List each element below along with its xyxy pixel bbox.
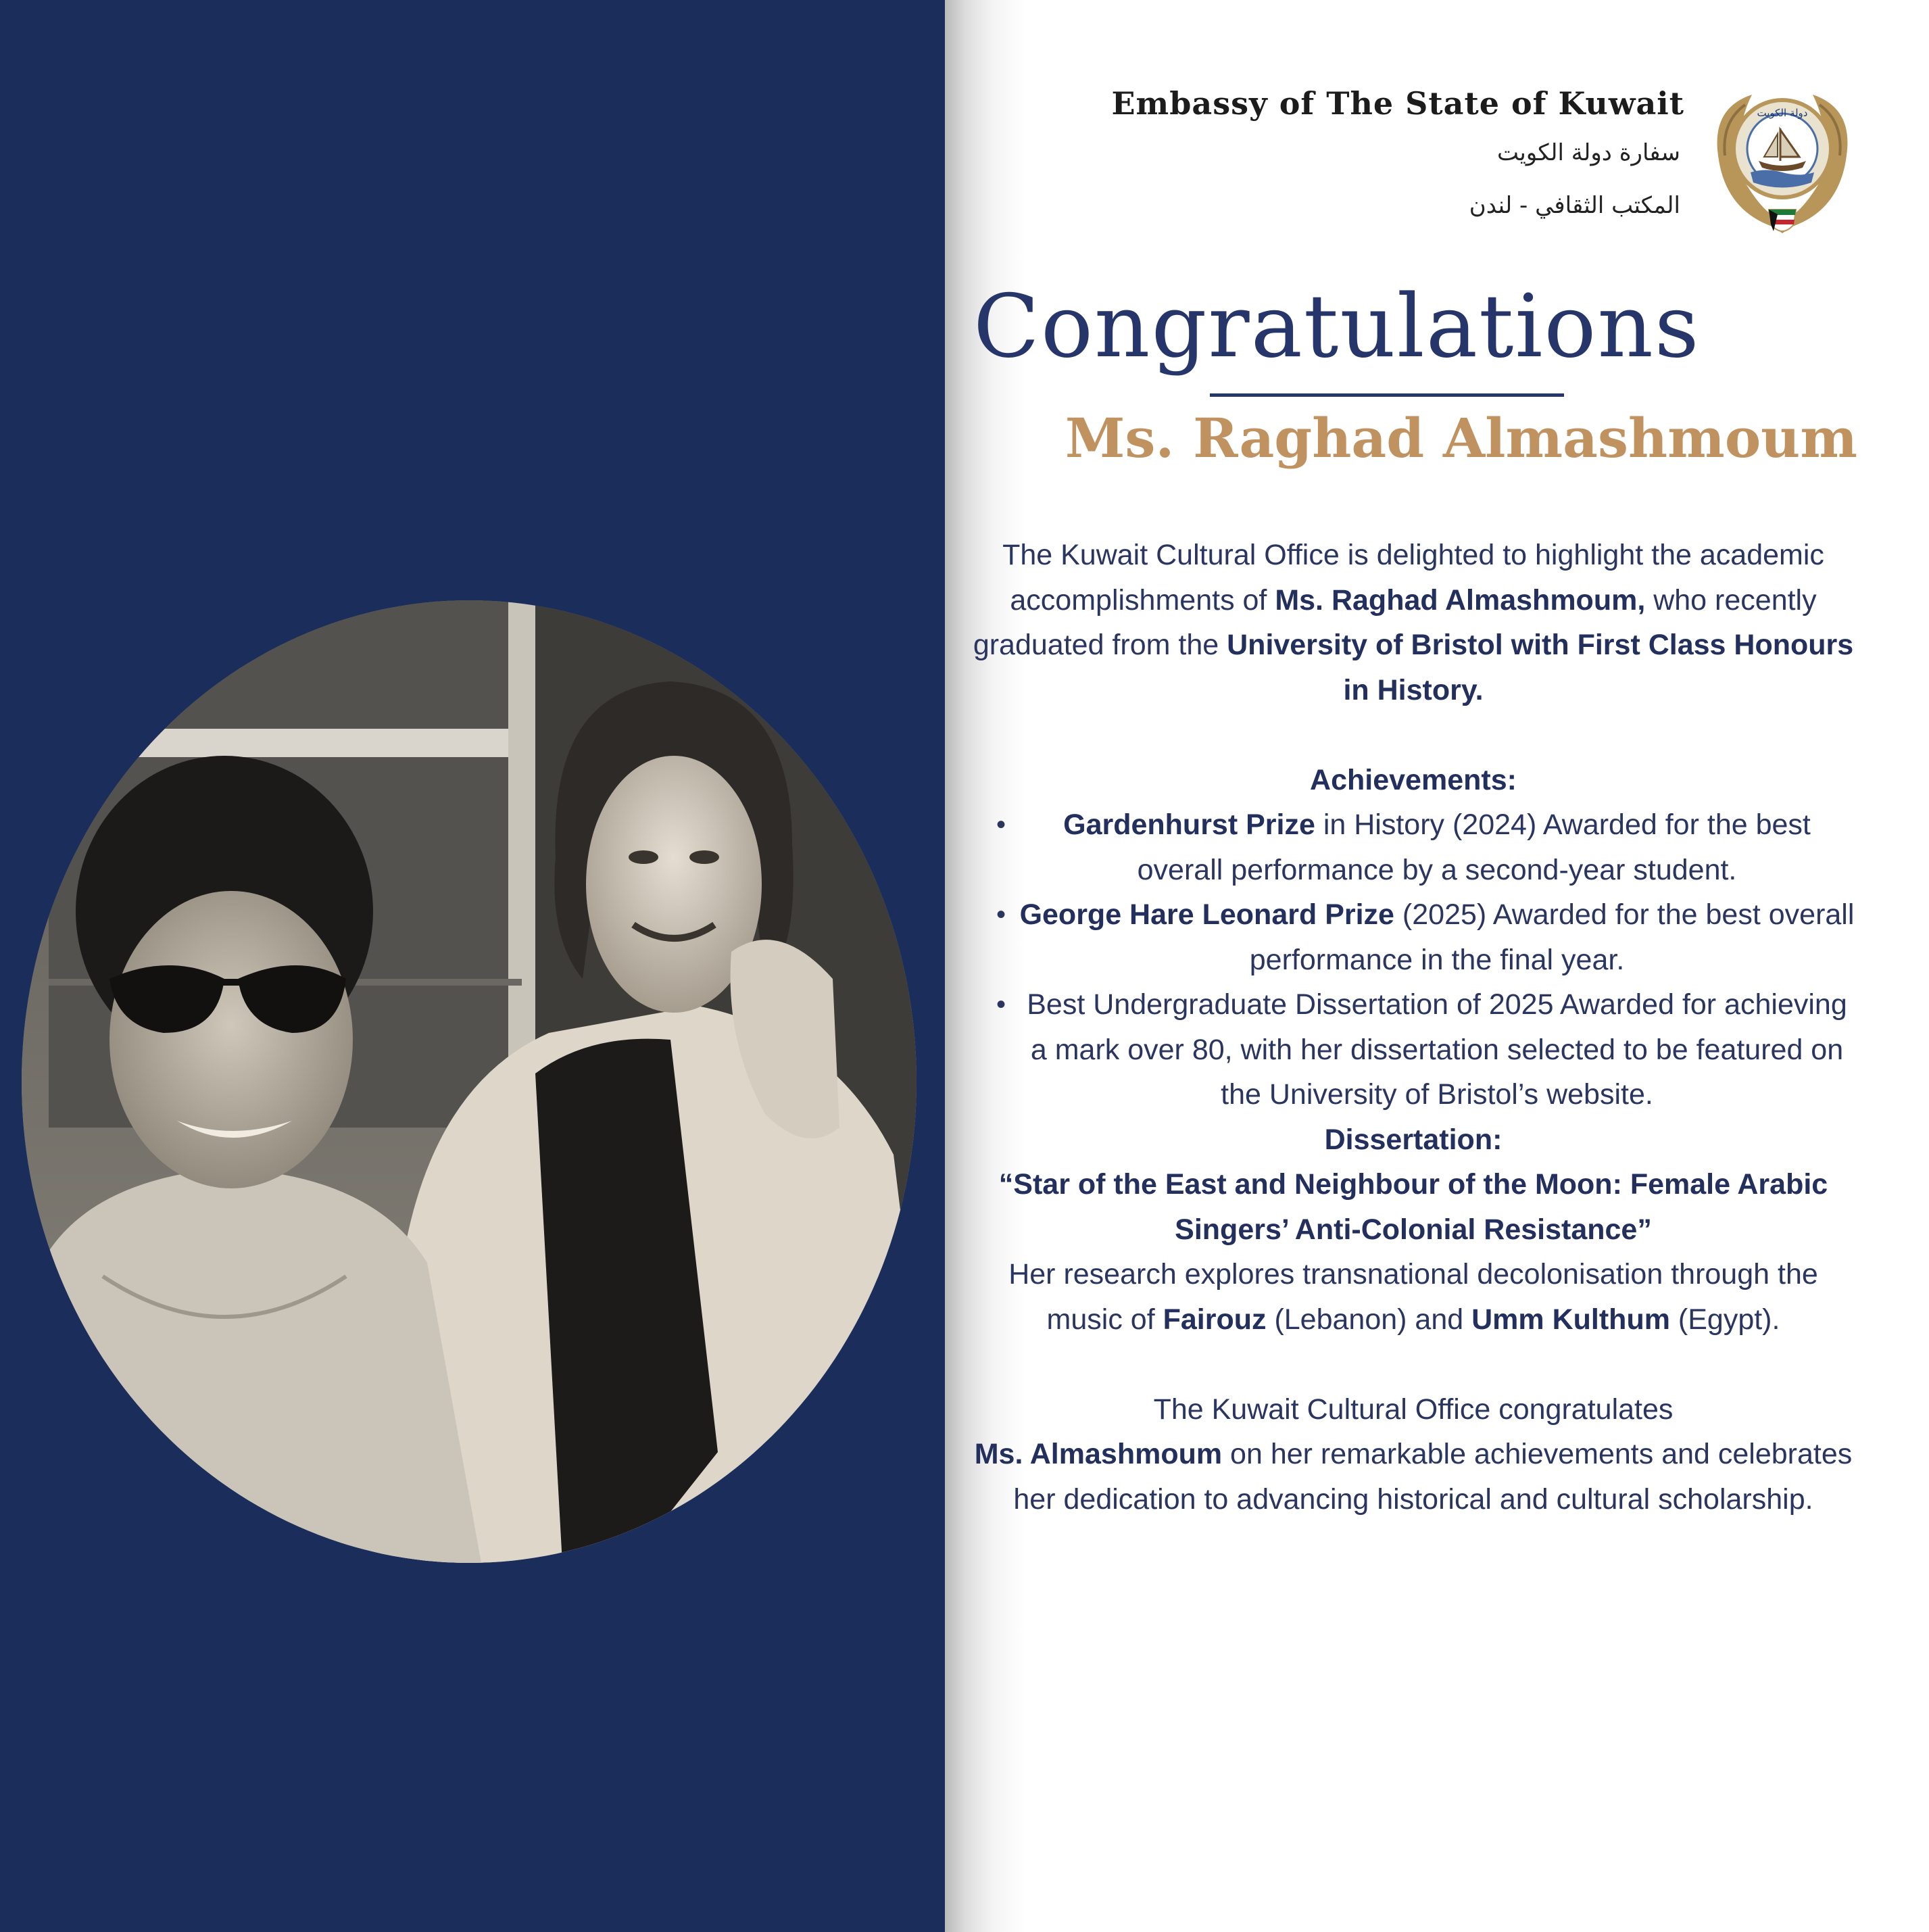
achievement-text: (2025) Awarded for the best overall performance in the final year.	[1249, 898, 1855, 976]
achievement-item	[971, 802, 1856, 892]
closing-line-1: The Kuwait Cultural Office congratulates	[1153, 1393, 1674, 1426]
dissertation-text-1: Her research explores transnational decolonisation through the music of	[1008, 1258, 1818, 1336]
singer-umm-kulthum: Umm Kulthum	[1471, 1303, 1670, 1336]
achievements-list	[971, 802, 1856, 1117]
dissertation-text-2: (Lebanon) and	[1266, 1303, 1472, 1336]
singer-fairouz: Fairouz	[1163, 1303, 1267, 1336]
kuwait-emblem-icon	[1705, 81, 1860, 243]
cultural-office-arabic: المكتب الثقافي - لندن	[1469, 192, 1680, 219]
embassy-name-english: Embassy of The State of Kuwait	[1111, 85, 1684, 122]
closing-name: Ms. Almashmoum	[974, 1438, 1223, 1470]
graduate-name: Ms. Raghad Almashmoum	[1065, 406, 1857, 470]
intro-paragraph	[971, 533, 1856, 713]
dissertation-description	[971, 1252, 1856, 1342]
embassy-name-arabic: سفارة دولة الكويت	[1496, 139, 1680, 166]
intro-degree: University of Bristol with First Class Honours in History.	[1227, 629, 1854, 706]
dissertation-text-3: (Egypt).	[1669, 1303, 1780, 1336]
intro-text-2: who recently graduated from the	[973, 583, 1817, 661]
achievement-item	[971, 982, 1856, 1117]
achievement-item	[971, 892, 1856, 982]
page-title: Congratulations	[973, 276, 1701, 377]
spacer	[971, 1342, 1856, 1387]
closing-paragraph	[971, 1432, 1856, 1522]
achievement-text: Best Undergraduate Dissertation of 2025 Awarded for achieving a mark over 80, with her dissertation selected to be featured on the University of Bristol’s website.	[1027, 988, 1847, 1111]
dissertation-title: “Star of the East and Neighbour of the Moon: Female Arabic Singers’ Anti-Colonial Resistance”	[998, 1168, 1828, 1246]
photo-illustration	[22, 600, 917, 1563]
achievement-text: in History (2024) Awarded for the best overall performance by a second-year student.	[1137, 808, 1811, 886]
title-underline	[1210, 393, 1564, 397]
emblem-text: دولة الكويت	[1757, 107, 1808, 119]
spacer	[971, 713, 1856, 758]
announcement-body	[971, 533, 1856, 1522]
achievements-heading: Achievements:	[1310, 763, 1517, 796]
left-navy-panel	[0, 0, 945, 1932]
closing-text: on her remarkable achievements and celebrates her dedication to advancing historical and cultural scholarship.	[1013, 1438, 1853, 1516]
achievement-title: Gardenhurst Prize	[1063, 808, 1315, 841]
intro-name: Ms. Raghad Almashmoum,	[1275, 583, 1646, 617]
archival-photo	[22, 600, 917, 1563]
intro-text-1: The Kuwait Cultural Office is delighted to highlight the academic accomplishments of	[1002, 539, 1824, 617]
dissertation-heading: Dissertation:	[1324, 1123, 1503, 1156]
achievement-title: George Hare Leonard Prize	[1019, 898, 1394, 931]
